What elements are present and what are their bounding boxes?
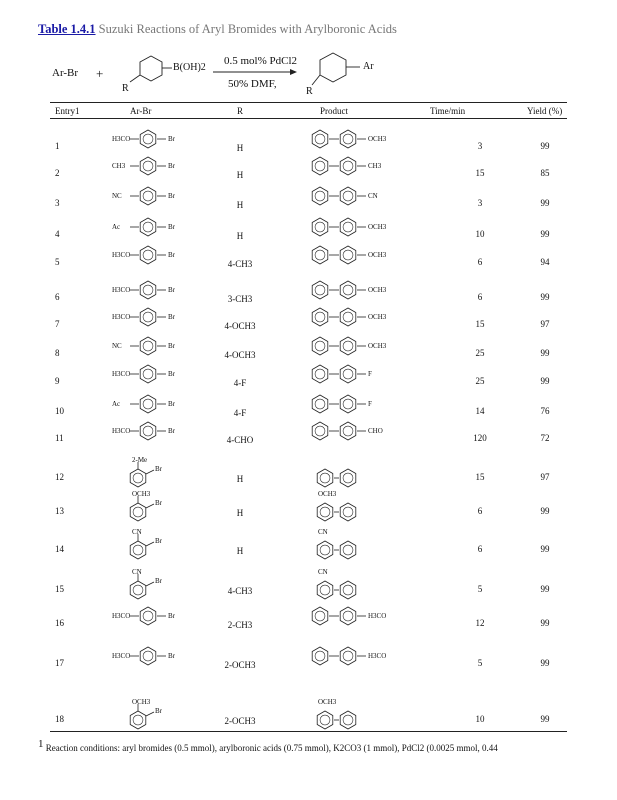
arbr-substituent: H3CO [112,251,131,259]
arbr-substituent: H3CO [112,427,131,435]
cell-time: 5 [477,584,483,594]
arbr-substituent: NC [112,342,122,350]
product-structure [300,528,410,562]
arbr-structure [108,456,198,490]
product-substituent: CHO [368,427,383,435]
header-entry: Entry1 [55,106,80,116]
cell-entry: 11 [55,433,64,443]
arbr-bromide: Br [168,135,175,143]
cell-yield: 99 [540,198,550,208]
table-row [0,568,617,602]
cell-time: 12 [475,618,485,628]
cell-time: 14 [475,406,485,416]
conditions-bottom: 50% DMF, [228,78,277,90]
table-row [0,490,617,524]
cell-entry: 6 [55,292,60,302]
product-substituent: H3CO [368,612,387,620]
header-arbr: Ar-Br [130,106,152,116]
arbr-substituent: Ac [112,400,121,408]
table-top-rule [50,102,567,103]
reactant-arbr: Ar-Br [52,67,79,79]
cell-entry: 9 [55,376,60,386]
product-substituent: OCH3 [368,342,387,350]
cell-yield: 72 [540,433,550,443]
product-substituent: OCH3 [318,698,337,706]
arbr-bromide: Br [168,286,175,294]
cell-r: H [236,143,244,153]
table-row [0,360,617,394]
arbr-substituent: CH3 [112,162,126,170]
cell-entry: 8 [55,348,60,358]
product-structure [300,456,410,490]
table-row [0,602,617,636]
arbr-substituent: H3CO [112,286,131,294]
header-product: Product [320,106,348,116]
cell-yield: 99 [540,376,550,386]
arbr-structure [108,490,198,524]
cell-r: H [236,546,244,556]
cell-time: 25 [475,376,485,386]
cell-r: 4-CHO [226,435,254,445]
cell-time: 10 [475,714,485,724]
arbr-bromide: Br [168,612,175,620]
cell-r: 2-OCH3 [224,660,256,670]
product-substituent: CN [318,568,328,576]
cell-r: 2-CH3 [227,620,253,630]
cell-yield: 85 [540,168,550,178]
cell-time: 5 [477,658,483,668]
arbr-substituent: H3CO [112,652,131,660]
header-r: R [237,106,244,116]
arbr-bromide: Br [168,313,175,321]
cell-r: 4-OCH3 [224,321,256,331]
product-substituent: F [368,370,372,378]
cell-entry: 17 [55,658,64,668]
cell-yield: 94 [540,257,550,267]
cell-time: 6 [477,257,483,267]
cell-r: 4-F [233,408,247,418]
arbr-substituent: 2-Me [132,456,148,464]
arbr-bromide: Br [155,577,162,585]
cell-yield: 99 [540,584,550,594]
cell-yield: 99 [540,714,550,724]
cell-yield: 99 [540,141,550,151]
table-row [0,642,617,676]
product-substituent: OCH3 [368,313,387,321]
cell-time: 6 [477,292,483,302]
product-structure [300,360,410,394]
arbr-bromide: Br [168,251,175,259]
arbr-bromide: Br [168,652,175,660]
product-r: R [306,86,313,97]
arbr-bromide: Br [168,400,175,408]
cell-time: 25 [475,348,485,358]
cell-yield: 99 [540,618,550,628]
cell-entry: 7 [55,319,60,329]
cell-entry: 18 [55,714,64,724]
cell-yield: 99 [540,348,550,358]
arbr-structure [108,568,198,602]
arbr-structure [108,528,198,562]
cell-entry: 16 [55,618,64,628]
cell-time: 6 [477,506,483,516]
product-structure [300,602,410,636]
product-substituent: OCH3 [368,251,387,259]
product-structure [300,490,410,524]
cell-time: 3 [477,198,483,208]
table-row [0,241,617,275]
cell-r: 4-F [233,378,247,388]
cell-r: 4-CH3 [227,259,253,269]
plus-sign: + [96,66,104,81]
arbr-structure [108,698,198,732]
table-row [0,152,617,186]
cell-time: 15 [475,472,485,482]
arbr-substituent: OCH3 [132,698,151,706]
cell-entry: 15 [55,584,64,594]
table-header-rule [50,118,567,119]
cell-time: 10 [475,229,485,239]
arbr-bromide: Br [155,465,162,473]
cell-yield: 99 [540,229,550,239]
cell-r: 4-CH3 [227,586,253,596]
cell-entry: 13 [55,506,64,516]
r-substituent: R [122,83,129,94]
footnote-mark: 1 [38,738,44,750]
cell-r: H [236,200,244,210]
header-yield: Yield (%) [527,106,563,116]
cell-yield: 99 [540,506,550,516]
cell-yield: 99 [540,544,550,554]
arbr-bromide: Br [168,342,175,350]
cell-entry: 5 [55,257,60,267]
arbr-substituent: CN [132,528,142,536]
cell-yield: 99 [540,658,550,668]
arbr-bromide: Br [168,223,175,231]
cell-time: 120 [473,433,487,443]
conditions-top: 0.5 mol% PdCl2 [224,55,298,67]
cell-r: 2-OCH3 [224,716,256,726]
cell-time: 6 [477,544,483,554]
table-row [0,182,617,216]
cell-r: H [236,170,244,180]
product-substituent: CN [368,192,378,200]
cell-yield: 97 [540,472,550,482]
table-row [0,456,617,490]
table-row [0,417,617,451]
table-title: Suzuki Reactions of Aryl Bromides with Arylboronic Acids [98,22,397,36]
product-structure [300,182,410,216]
cell-entry: 10 [55,406,64,416]
cell-time: 15 [475,319,485,329]
product-substituent: H3CO [368,652,387,660]
arbr-substituent: H3CO [112,135,131,143]
cell-r: H [236,474,244,484]
cell-entry: 2 [55,168,60,178]
arbr-substituent: CN [132,568,142,576]
product-structure [300,698,410,732]
cell-time: 3 [477,141,483,151]
cell-r: 4-OCH3 [224,350,256,360]
arbr-bromide: Br [168,192,175,200]
table-row [0,528,617,562]
arbr-substituent: Ac [112,223,121,231]
boronic-group: B(OH)2 [173,62,206,73]
cell-time: 15 [475,168,485,178]
product-substituent: OCH3 [368,286,387,294]
arbr-substituent: OCH3 [132,490,151,498]
arbr-substituent: NC [112,192,122,200]
arbr-bromide: Br [155,537,162,545]
arbr-substituent: H3CO [112,370,131,378]
arbr-substituent: H3CO [112,612,131,620]
cell-entry: 14 [55,544,64,554]
table-row [0,698,617,732]
cell-r: H [236,508,244,518]
table-label[interactable]: Table 1.4.1 [38,22,96,36]
arbr-bromide: Br [155,707,162,715]
product-substituent: CN [318,528,328,536]
product-structure [300,642,410,676]
product-structure [300,152,410,186]
cell-entry: 4 [55,229,60,239]
cell-entry: 3 [55,198,60,208]
cell-entry: 12 [55,472,64,482]
product-substituent: CH3 [368,162,382,170]
product-substituent: F [368,400,372,408]
cell-r: 3-CH3 [227,294,253,304]
arbr-bromide: Br [155,499,162,507]
cell-yield: 76 [540,406,550,416]
header-time: Time/min [430,106,466,116]
footnote [38,738,498,753]
cell-yield: 97 [540,319,550,329]
cell-entry: 1 [55,141,60,151]
footnote-text: Reaction conditions: aryl bromides (0.5 mmol), arylboronic acids (0.75 mmol), K2CO3 (1 mmol), PdCl2 (0.0025 mmol, 0.44 [45,743,498,753]
arbr-substituent: H3CO [112,313,131,321]
arbr-bromide: Br [168,162,175,170]
product-substituent: OCH3 [368,223,387,231]
cell-r: H [236,231,244,241]
product-structure [300,568,410,602]
product-substituent: OCH3 [368,135,387,143]
product-substituent: OCH3 [318,490,337,498]
cell-yield: 99 [540,292,550,302]
arbr-bromide: Br [168,370,175,378]
arbr-bromide: Br [168,427,175,435]
product-ar: Ar [363,61,374,72]
product-structure [300,417,410,451]
product-structure [300,241,410,275]
